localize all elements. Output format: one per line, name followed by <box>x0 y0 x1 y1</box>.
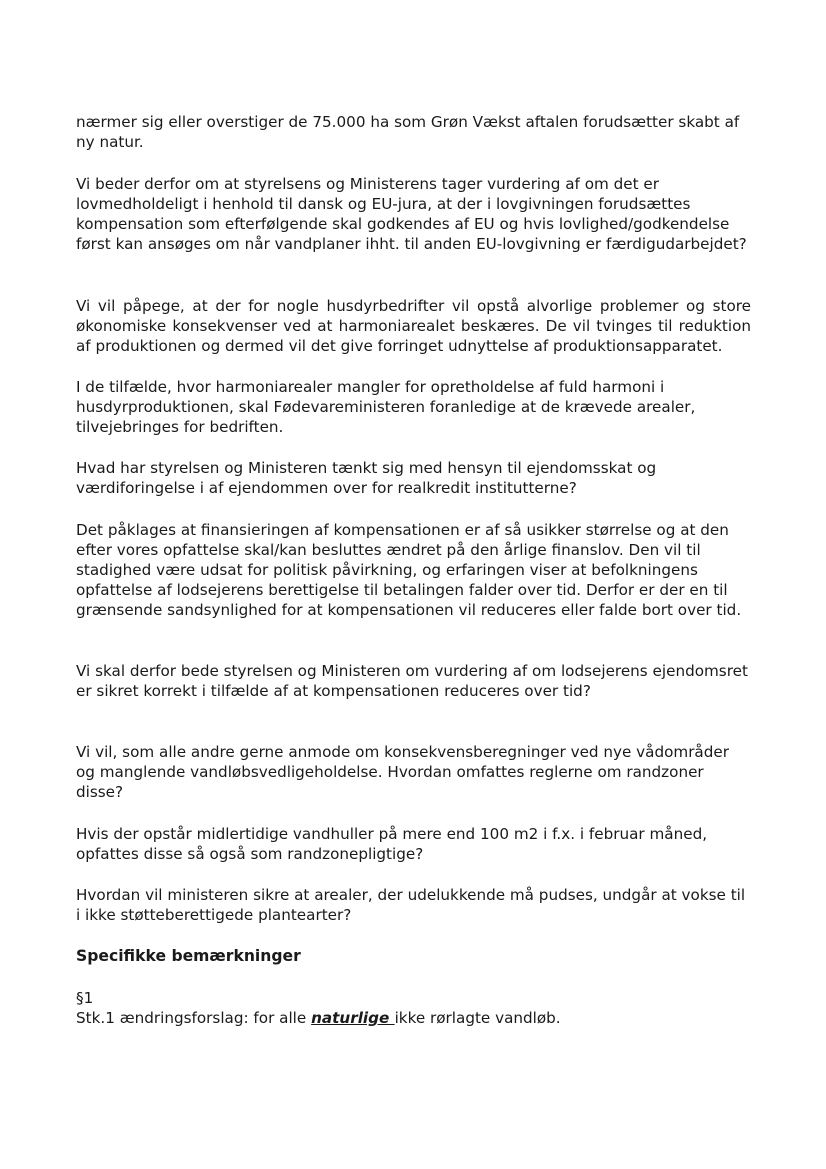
paragraph-consequence-calculations: Vi vil, som alle andre gerne anmode om konsekvensberegninger ved nye vådområder og manglende vandløbsvedligeholdelse. Hvordan omfattes reglerne om randzoner disse? <box>76 743 729 802</box>
paragraph-property-tax: Hvad har styrelsen og Ministeren tænkt sig med hensyn til ejendomsskat og værdiforingelse i af ejendommen over for realkredit institutterne? <box>76 459 657 498</box>
stk1-prefix: Stk.1 ændringsforslag: for alle <box>76 1009 312 1027</box>
paragraph-plant-species: Hvordan vil ministeren sikre at arealer, der udelukkende må pudses, undgår at vokse til i ikke støtteberettigede plantearter? <box>76 886 746 925</box>
paragraph-financing-complaint: Det påklages at finansieringen af kompensationen er af så usikker størrelse og at den efter vores opfattelse skal/kan besluttes ændret på den årlige finanslov. Den vil til stadighed være udsat for politisk påvirkning, og erfaringen viser at befolkningens opfattelse af lodsejerens berettigelse til betalingen falder over tid. Derfor er der en til grænsende sandsynlighed for at kompensationen vil reduceres eller falde bort over tid. <box>76 521 742 620</box>
section-heading: Specifikke bemærkninger <box>76 947 301 965</box>
paragraph-harmony-requirement: I de tilfælde, hvor harmoniarealer mangler for opretholdelse af fuld harmoni i husdyrproduktionen, skal Fødevareministeren foranledige at de krævede arealer, tilvejebringes for bedriften. <box>76 378 696 437</box>
paragraph-property-rights: Vi skal derfor bede styrelsen og Ministeren om vurdering af om lodsejerens ejendomsret er sikret korrekt i tilfælde af at kompensationen reduceres over tid? <box>76 662 748 701</box>
paragraph-natur-target: nærmer sig eller overstiger de 75.000 ha som Grøn Vækst aftalen forudsætter skabt af ny natur. <box>76 113 740 152</box>
section-paragraph-number: §1 <box>76 989 94 1007</box>
naturlige-emphasis: naturlige <box>311 1009 395 1027</box>
paragraph-legality-question: Vi beder derfor om at styrelsens og Ministerens tager vurdering af om det er lovmedholdeligt i henhold til dansk og EU-jura, at der i lovgivningen forudsættes kompensation som efterfølgende skal godkendes af EU og hvis lovlighed/godkendelse først kan ansøges om når vandplaner ihht. til anden EU-lovgivning er færdigudarbejdet? <box>76 175 747 254</box>
stk1-amendment <box>76 1008 751 1028</box>
stk1-suffix: ikke rørlagte vandløb. <box>394 1009 561 1027</box>
paragraph-harmony-problems: Vi vil påpege, at der for nogle husdyrbedrifter vil opstå alvorlige problemer og store økonomiske konsekvenser ved at harmoniarealet beskæres. De vil tvinges til reduktion af produktionen og dermed vil det give forringet udnyttelse af produktionsapparatet. <box>76 297 751 356</box>
paragraph-temporary-waterholes: Hvis der opstår midlertidige vandhuller på mere end 100 m2 i f.x. i februar måned, opfattes disse så også som randzonepligtige? <box>76 825 708 864</box>
